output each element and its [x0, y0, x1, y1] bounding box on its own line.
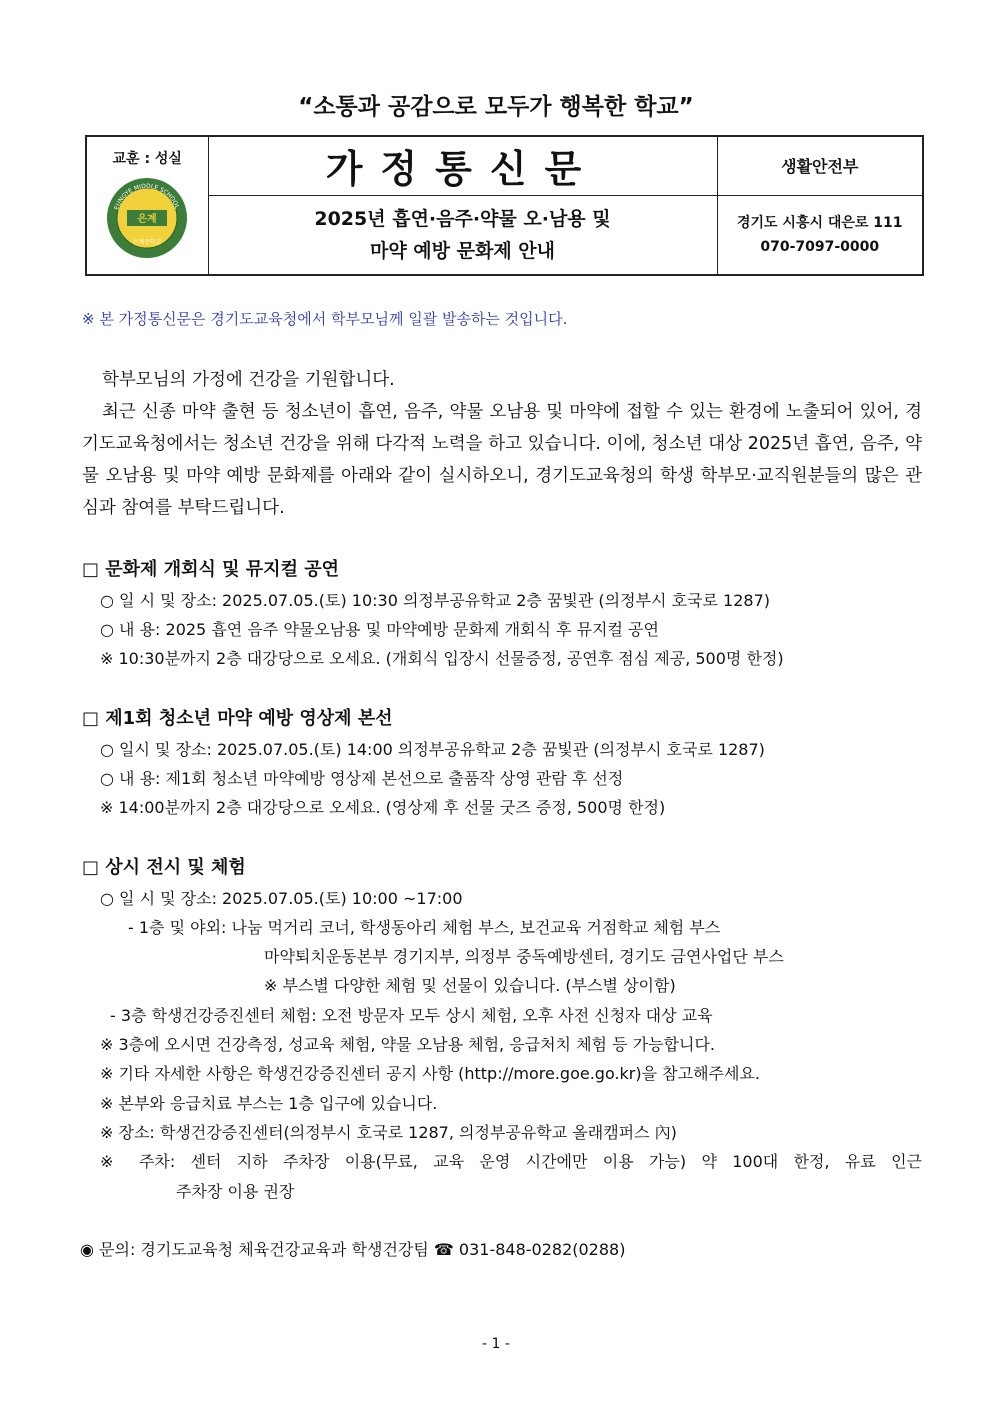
section3-parking: ※ 주차: 센터 지하 주차장 이용(무료, 교육 운영 시간에만 이용 가능) 약 100대 한정, 유료 인근 [100, 1152, 922, 1171]
section1-item: ○ 일 시 및 장소: 2025.07.05.(토) 10:30 의정부공유학교 2층 꿈빛관 (의정부시 호국로 1287) [100, 591, 770, 610]
section3-schedule: ○ 일 시 및 장소: 2025.07.05.(토) 10:00 ~17:00 [100, 889, 463, 908]
section2-item: ○ 일시 및 장소: 2025.07.05.(토) 14:00 의정부공유학교 2층 꿈빛관 (의정부시 호국로 1287) [100, 740, 765, 759]
section3-floor1-cont: 마약퇴치운동본부 경기지부, 의정부 중독예방센터, 경기도 금연사업단 부스 [264, 947, 784, 966]
notice: ※ 본 가정통신문은 경기도교육청에서 학부모님께 일괄 발송하는 것입니다. [82, 310, 568, 328]
section3-heading: □ 상시 전시 및 체험 [82, 857, 246, 878]
section1-heading: □ 문화제 개회식 및 뮤지컬 공연 [82, 559, 339, 580]
section3-note: ※ 기타 자세한 사항은 학생건강증진센터 공지 사항 (http://more.goe.go.kr)을 참고해주세요. [100, 1064, 760, 1083]
school-logo [87, 176, 208, 264]
school-motto: 교훈 : 성실 [112, 150, 182, 167]
slogan: “소통과 공감으로 모두가 행복한 학교” [298, 94, 694, 120]
intro-body: 최근 신종 마약 출현 등 청소년이 흡연, 음주, 약물 오남용 및 마약에 접할 수 있는 환경에 노출되어 있어, 경기도교육청에서는 청소년 건강을 위해 다각적 노력을 하고 있습니다. 이에, 청소년 대상 2025년 흡연, 음주, 약물 오남용 및 마약 예방 문화제를 아래와 같이 실시하오니, 경기도교육청의 학생 학부모·교직원분들의 많은 관심과 참여를 부탁드립니다. [82, 402, 922, 518]
section3-floor1-note: ※ 부스별 다양한 체험 및 선물이 있습니다. (부스별 상이함) [264, 976, 676, 995]
section3-floor3: - 3층 학생건강증진센터 체험: 오전 방문자 모두 상시 체험, 오후 사전 신청자 대상 교육 [110, 1006, 713, 1025]
contact-info: ◉ 문의: 경기도교육청 체육건강교육과 학생건강팀 ☎ 031-848-0282(0288) [80, 1240, 626, 1259]
newsletter-subtitle [208, 195, 717, 275]
section3-parking-cont: 주차장 이용 권장 [176, 1182, 295, 1201]
motto-cell [86, 136, 208, 275]
section3-note: ※ 3층에 오시면 건강측정, 성교육 체험, 약물 오남용 체험, 응급처치 체험 등 가능합니다. [100, 1035, 716, 1054]
section3-note: ※ 장소: 학생건강증진센터(의정부시 호국로 1287, 의정부공유학교 올래캠퍼스 內) [100, 1123, 677, 1142]
greeting: 학부모님의 가정에 건강을 기원합니다. [102, 370, 395, 390]
section3-floor1: - 1층 및 야외: 나눔 먹거리 코너, 학생동아리 체험 부스, 보건교육 거점학교 체험 부스 [128, 918, 721, 937]
intro-paragraph [82, 364, 922, 524]
section2-item: ○ 내 용: 제1회 청소년 마약예방 영상제 본선으로 출품작 상영 관람 후 선정 [100, 769, 624, 788]
logo-ring-text: EUNGYE MIDDLE SCHOOL [113, 182, 181, 211]
department: 생활안전부 [717, 136, 923, 195]
header-table [85, 135, 924, 276]
section3-note: ※ 본부와 응급치료 부스는 1층 입구에 있습니다. [100, 1094, 438, 1113]
subtitle-line-2: 마약 예방 문화제 안내 [369, 239, 556, 262]
school-address-cell [717, 195, 923, 275]
section2-note: ※ 14:00분까지 2층 대강당으로 오세요. (영상제 후 선물 굿즈 증정, 500명 한정) [100, 798, 666, 817]
subtitle-line-1: 2025년 흡연·음주·약물 오·남용 및 [314, 207, 611, 230]
logo-bottom-text: 은계중학교 [132, 238, 162, 246]
section2-heading: □ 제1회 청소년 마약 예방 영상제 본선 [82, 708, 393, 729]
page-number: - 1 - [482, 1336, 510, 1352]
school-address: 경기도 시흥시 대은로 111 [736, 214, 903, 231]
section1-note: ※ 10:30분까지 2층 대강당으로 오세요. (개회식 입장시 선물증정, 공연후 점심 제공, 500명 한정) [100, 649, 784, 668]
logo-center-text: 은계 [137, 213, 157, 225]
school-phone: 070-7097-0000 [760, 238, 880, 255]
section1-item: ○ 내 용: 2025 흡연 음주 약물오남용 및 마약예방 문화제 개회식 후 뮤지컬 공연 [100, 620, 659, 639]
newsletter-title: 가정통신문 [208, 136, 717, 195]
